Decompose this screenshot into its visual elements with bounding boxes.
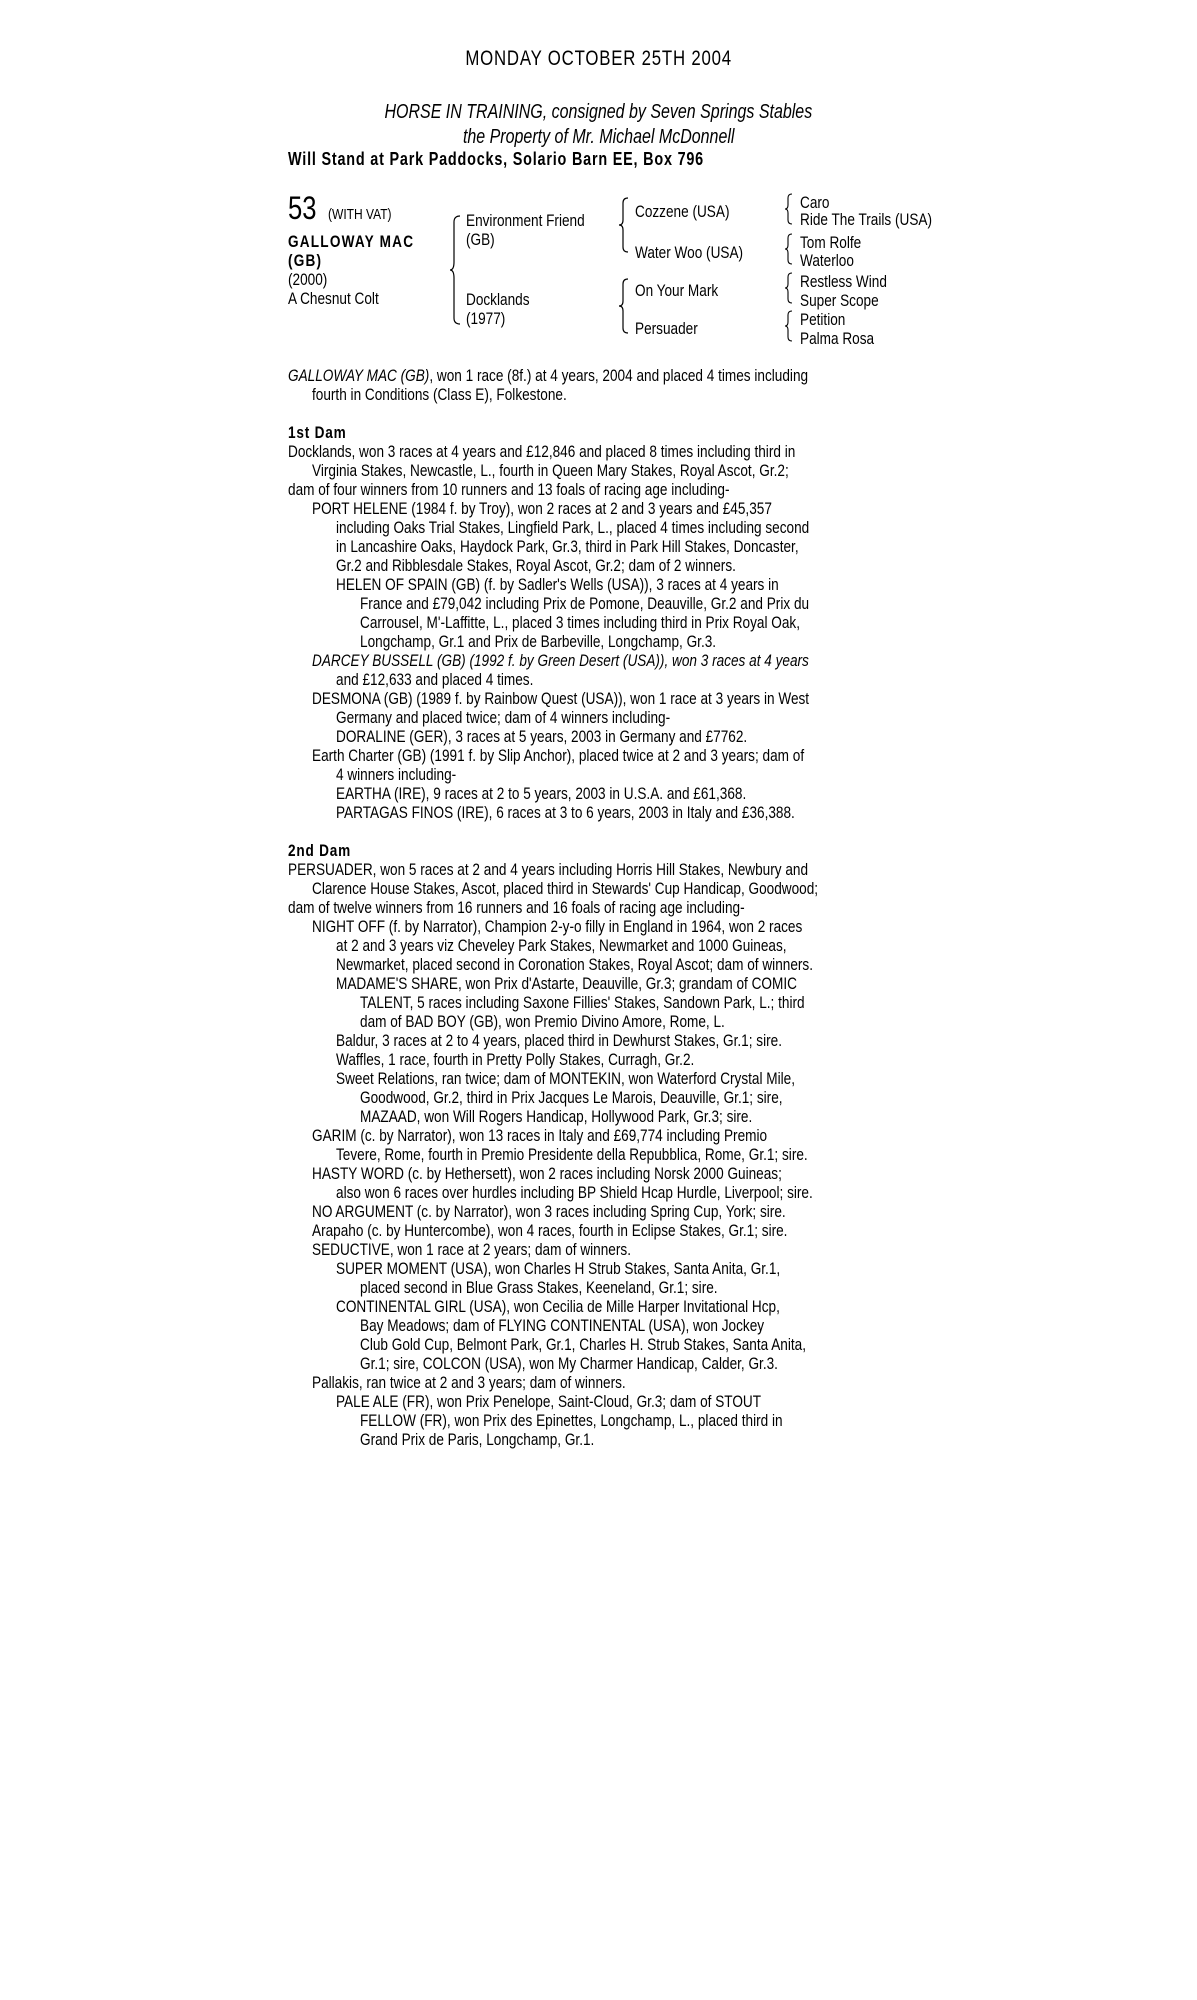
pedigree-ggp-1: Caro: [800, 193, 830, 212]
second-dam-line: Club Gold Cup, Belmont Park, Gr.1, Charles H. Strub Stakes, Santa Anita,: [360, 1335, 806, 1354]
second-dam-line: SEDUCTIVE, won 1 race at 2 years; dam of winners.: [312, 1240, 631, 1259]
second-dam-line: at 2 and 3 years viz Cheveley Park Stakes, Newmarket and 1000 Guineas,: [336, 936, 787, 955]
pedigree-brace-sire: [618, 196, 630, 254]
second-dam-line: Baldur, 3 races at 2 to 4 years, placed third in Dewhurst Stakes, Gr.1; sire.: [336, 1031, 782, 1050]
second-dam-line: Arapaho (c. by Huntercombe), won 4 races, fourth in Eclipse Stakes, Gr.1; sire.: [312, 1221, 788, 1240]
summary-line-1: , won 1 race (8f.) at 4 years, 2004 and placed 4 times including: [429, 366, 809, 385]
second-dam-line: HASTY WORD (c. by Hethersett), won 2 races including Norsk 2000 Guineas;: [312, 1164, 782, 1183]
first-dam-heading: 1st Dam: [288, 423, 347, 442]
second-dam-line: Bay Meadows; dam of FLYING CONTINENTAL (USA), won Jockey: [360, 1316, 765, 1335]
pedigree-brace-ggp3: [784, 271, 794, 305]
second-dam-line: Clarence House Stakes, Ascot, placed third in Stewards' Cup Handicap, Goodwood;: [312, 879, 819, 898]
second-dam-line: PERSUADER, won 5 races at 2 and 4 years including Horris Hill Stakes, Newbury and: [288, 860, 809, 879]
first-dam-line: PORT HELENE (1984 f. by Troy), won 2 races at 2 and 3 years and £45,357: [312, 499, 772, 518]
first-dam-line: Gr.2 and Ribblesdale Stakes, Royal Ascot, Gr.2; dam of 2 winners.: [336, 556, 736, 575]
first-dam-line: Earth Charter (GB) (1991 f. by Slip Anchor), placed twice at 2 and 3 years; dam of: [312, 746, 805, 765]
first-dam-line: DESMONA (GB) (1989 f. by Rainbow Quest (USA)), won 1 race at 3 years in West: [312, 689, 810, 708]
first-dam-line: Virginia Stakes, Newcastle, L., fourth in Queen Mary Stakes, Royal Ascot, Gr.2;: [312, 461, 789, 480]
foaling-year: (2000): [288, 270, 328, 289]
second-dam-line: Gr.1; sire, COLCON (USA), won My Charmer Handicap, Calder, Gr.3.: [360, 1354, 778, 1373]
first-dam-line: Germany and placed twice; dam of 4 winners including-: [336, 708, 671, 727]
first-dam-line: Docklands, won 3 races at 4 years and £12,846 and placed 8 times including third in: [288, 442, 796, 461]
second-dam-line: Pallakis, ran twice at 2 and 3 years; dam of winners.: [312, 1373, 626, 1392]
second-dam-line: Grand Prix de Paris, Longchamp, Gr.1.: [360, 1430, 595, 1449]
pedigree-sire-sire: Cozzene (USA): [635, 202, 730, 221]
pedigree-brace-ggp4: [784, 309, 794, 343]
sale-date: MONDAY OCTOBER 25TH 2004: [465, 47, 732, 70]
pedigree-brace-ggp1: [784, 192, 794, 226]
second-dam-line: NO ARGUMENT (c. by Narrator), won 3 races including Spring Cup, York; sire.: [312, 1202, 786, 1221]
first-dam-line: DARCEY BUSSELL (GB) (1992 f. by Green Desert (USA)), won 3 races at 4 years: [312, 651, 809, 670]
pedigree-dam: Docklands (1977): [466, 290, 530, 328]
pedigree-brace-parents: [448, 214, 462, 326]
first-dam-line: PARTAGAS FINOS (IRE), 6 races at 3 to 6 years, 2003 in Italy and £36,388.: [336, 803, 795, 822]
owner-line: the Property of Mr. Michael McDonnell: [462, 126, 735, 148]
pedigree-sire-dam: Water Woo (USA): [635, 243, 744, 262]
race-summary: [288, 366, 938, 404]
second-dam-line: dam of BAD BOY (GB), won Premio Divino Amore, Rome, L.: [360, 1012, 725, 1031]
second-dam-line: Sweet Relations, ran twice; dam of MONTEKIN, won Waterford Crystal Mile,: [336, 1069, 796, 1088]
pedigree-ggp-7: Petition: [800, 310, 846, 329]
second-dam-line: FELLOW (FR), won Prix des Epinettes, Longchamp, L., placed third in: [360, 1411, 783, 1430]
second-dam-line: Waffles, 1 race, fourth in Pretty Polly Stakes, Curragh, Gr.2.: [336, 1050, 695, 1069]
pedigree-ggp-6: Super Scope: [800, 291, 879, 310]
first-dam-line: Longchamp, Gr.1 and Prix de Barbeville, Longchamp, Gr.3.: [360, 632, 717, 651]
pedigree-dam-dam: Persuader: [635, 319, 698, 338]
first-dam-line: HELEN OF SPAIN (GB) (f. by Sadler's Wells (USA)), 3 races at 4 years in: [336, 575, 779, 594]
second-dam-line: MAZAAD, won Will Rogers Handicap, Hollywood Park, Gr.3; sire.: [360, 1107, 753, 1126]
first-dam-line: including Oaks Trial Stakes, Lingfield Park, L., placed 4 times including second: [336, 518, 810, 537]
pedigree-ggp-5: Restless Wind: [800, 272, 887, 291]
horse-description: A Chesnut Colt: [288, 289, 379, 308]
first-dam-section: [288, 423, 938, 822]
first-dam-line: France and £79,042 including Prix de Pomone, Deauville, Gr.2 and Prix du: [360, 594, 810, 613]
pedigree-ggp-4: Waterloo: [800, 251, 854, 270]
pedigree-ggp-3: Tom Rolfe: [800, 233, 862, 252]
pedigree-sire: Environment Friend (GB): [466, 211, 585, 249]
horse-identity: [288, 232, 446, 270]
consignment-line: HORSE IN TRAINING, consigned by Seven Springs Stables: [384, 101, 813, 123]
first-dam-line: 4 winners including-: [336, 765, 457, 784]
second-dam-line: CONTINENTAL GIRL (USA), won Cecilia de Mille Harper Invitational Hcp,: [336, 1297, 780, 1316]
pedigree-ggp-8: Palma Rosa: [800, 329, 875, 348]
summary-horse-name: GALLOWAY MAC (GB): [288, 366, 430, 385]
second-dam-line: GARIM (c. by Narrator), won 13 races in Italy and £69,774 including Premio: [312, 1126, 768, 1145]
second-dam-line: Newmarket, placed second in Coronation Stakes, Royal Ascot; dam of winners.: [336, 955, 813, 974]
pedigree-ggp-2: Ride The Trails (USA): [800, 210, 933, 229]
second-dam-line: SUPER MOMENT (USA), won Charles H Strub Stakes, Santa Anita, Gr.1,: [336, 1259, 781, 1278]
second-dam-line: Goodwood, Gr.2, third in Prix Jacques Le Marois, Deauville, Gr.1; sire,: [360, 1088, 783, 1107]
pedigree-brace-ggp2: [784, 232, 794, 266]
pedigree-brace-dam: [618, 277, 630, 335]
second-dam-line: NIGHT OFF (f. by Narrator), Champion 2-y-o filly in England in 1964, won 2 races: [312, 917, 803, 936]
first-dam-line: DORALINE (GER), 3 races at 5 years, 2003 in Germany and £7762.: [336, 727, 748, 746]
first-dam-line: EARTHA (IRE), 9 races at 2 to 5 years, 2003 in U.S.A. and £61,368.: [336, 784, 747, 803]
second-dam-section: [288, 841, 938, 1449]
second-dam-heading: 2nd Dam: [288, 841, 352, 860]
second-dam-line: PALE ALE (FR), won Prix Penelope, Saint-Cloud, Gr.3; dam of STOUT: [336, 1392, 762, 1411]
stable-location: Will Stand at Park Paddocks, Solario Barn EE, Box 796: [288, 149, 704, 169]
horse-country: (GB): [288, 251, 323, 270]
second-dam-line: also won 6 races over hurdles including BP Shield Hcap Hurdle, Liverpool; sire.: [336, 1183, 813, 1202]
second-dam-line: Tevere, Rome, fourth in Premio Presidente della Repubblica, Rome, Gr.1; sire.: [336, 1145, 808, 1164]
pedigree-dam-sire: On Your Mark: [635, 281, 719, 300]
first-dam-line: dam of four winners from 10 runners and 13 foals of racing age including-: [288, 480, 730, 499]
second-dam-line: placed second in Blue Grass Stakes, Keeneland, Gr.1; sire.: [360, 1278, 718, 1297]
first-dam-line: and £12,633 and placed 4 times.: [336, 670, 534, 689]
lot-number: 53: [288, 190, 317, 226]
summary-line-2: fourth in Conditions (Class E), Folkestone.: [312, 385, 567, 404]
first-dam-line: in Lancashire Oaks, Haydock Park, Gr.3, third in Park Hill Stakes, Doncaster,: [336, 537, 799, 556]
second-dam-line: MADAME'S SHARE, won Prix d'Astarte, Deauville, Gr.3; grandam of COMIC: [336, 974, 797, 993]
vat-note: (WITH VAT): [328, 206, 392, 223]
first-dam-line: Carrousel, M'-Laffitte, L., placed 3 times including third in Prix Royal Oak,: [360, 613, 801, 632]
second-dam-line: dam of twelve winners from 16 runners and 16 foals of racing age including-: [288, 898, 745, 917]
horse-name: GALLOWAY MAC: [288, 232, 415, 251]
second-dam-line: TALENT, 5 races including Saxone Fillies' Stakes, Sandown Park, L.; third: [360, 993, 805, 1012]
